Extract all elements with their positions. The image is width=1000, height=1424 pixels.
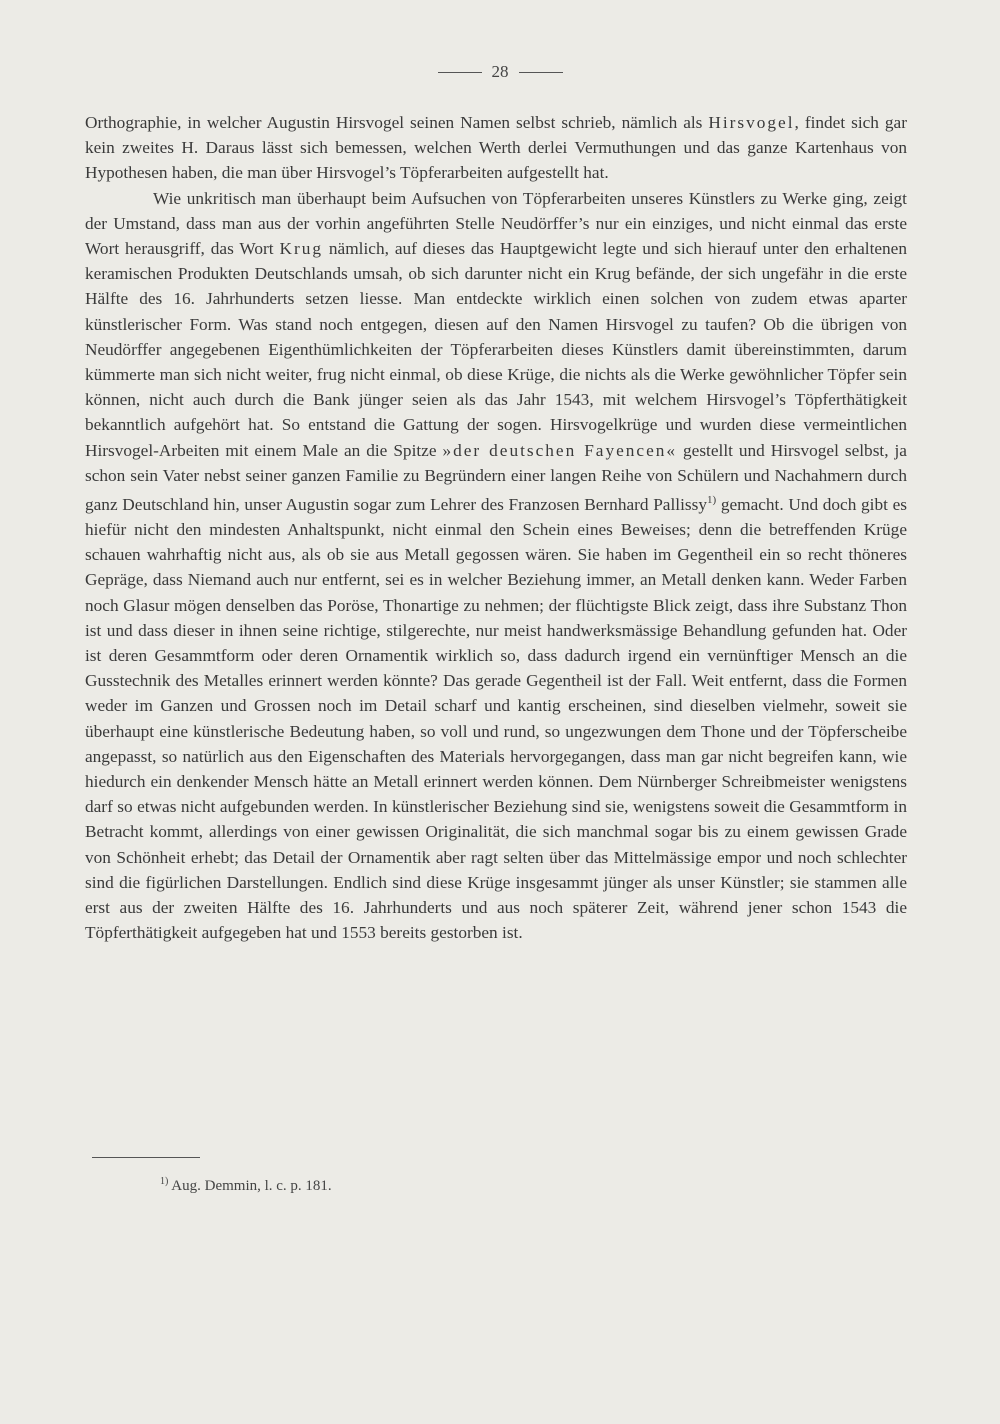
footnote — [160, 1176, 332, 1195]
body-text — [85, 110, 907, 945]
text-segment: , findet sich gar kein zweites H. Daraus lässt sich bemessen, welchen Werth derlei Vermuthungen und das ganze Kartenhaus von Hypothesen haben, die man über Hirsvogel’s Töpferarbeiten aufgestellt hat. — [85, 113, 907, 183]
text-segment: Wie unkritisch man überhaupt beim Aufsuchen von Töpferarbeiten unseres Künstlers zu Werke ging, zeigt der Umstand, dass man aus der vorhin angeführten Stelle Neudörffer’s nur ein einziges, und nicht einmal das erste Wort herausgriff, das Wort — [85, 188, 907, 259]
text-segment: nämlich, auf dieses das Hauptgewicht legte und sich hierauf unter den erhaltenen keramischen Produkten Deutschlands umsah, ob sich darunter nicht ein Krug befände, der sich ungefähr in die erste Hälfte des 16. Jahrhunderts setzen liesse. Man entdeckte wirklich einen solchen von zudem etwas aparter künstlerischer Form. Was stand noch entgegen, diesen auf den Namen Hirsvogel zu taufen? Ob die übrigen von Neudörffer angegebenen Eigenthümlichkeiten der Töpferarbeiten dieses Künstlers damit übereinstimmten, darum kümmerte man sich nicht weiter, frug nicht einmal, ob diese Krüge, die nichts als die Werke gewöhnlicher Töpfer sein können, nicht auch durch die Bank jünger seien als das Jahr 1543, mit welchem Hirsvogel’s Töpferthätigkeit bekanntlich aufgehört hat. So entstand die Gattung der sogen. Hirsvogelkrüge und wurden diese vermeintlichen Hirsvogel-Arbeiten mit einem Male an die Spitze — [85, 239, 907, 460]
header-rule-left — [438, 72, 482, 73]
footnote-reference: 1) — [706, 494, 717, 507]
spaced-emphasis: »der deutschen Fayencen« — [442, 440, 678, 460]
footnote-rule — [92, 1157, 200, 1158]
paragraph — [85, 110, 907, 186]
paragraph — [85, 186, 907, 946]
spaced-emphasis: Hirsvogel — [708, 113, 795, 132]
page-number: 28 — [491, 62, 509, 81]
header-rule-right — [519, 72, 563, 73]
text-segment: gemacht. Und doch gibt es hiefür nicht den mindesten Anhaltspunkt, nicht einmal den Schein eines Beweises; denn die betreffenden Krüge schauen wahrhaftig nicht aus, als ob sie aus Metall gegossen wären. Sie haben im Gegentheil ein so recht thöneres Gepräge, dass Niemand auch nur entfernt, sei es in welcher Beziehung immer, an Metall denken kann. Weder Farben noch Glasur mögen denselben das Poröse, Thonartige zu nehmen; der flüchtigste Blick zeigt, dass ihre Substanz Thon ist und dass dieser in ihnen seine richtige, stilgerechte, nur meist handwerksmässige Behandlung gefunden hat. Oder ist deren Gesammtform oder deren Ornamentik wirklich so, dass dadurch irgend ein vernünftiger Mensch an die Gusstechnik des Metalles erinnert werden könnte? Das gerade Gegentheil ist der Fall. Weit entfernt, dass die Formen weder im Ganzen und Grossen noch im Detail scharf und kantig erscheinen, sind dieselben vielmehr, soweit sie überhaupt eine künstlerische Bedeutung haben, so voll und rund, so ungezwungen dem Thone und der Töpferscheibe angepasst, so natürlich aus den Eigenschaften des Materials hervorgegangen, dass man gar nicht begreifen kann, wie hiedurch ein denkender Mensch hätte an Metall erinnert werden können. Dem Nürnberger Schreibmeister wenigstens darf so etwas nicht aufgebunden werden. In künstlerischer Beziehung sind sie, wenigstens soweit die Gesammtform in Betracht kommt, allerdings von einer gewissen Originalität, die sich manchmal sogar bis zu einem gewissen Grade von Schönheit erhebt; das Detail der Ornamentik aber ragt selten über das Mittelmässige empor und noch schlechter sind die figürlichen Darstellungen. Endlich sind diese Krüge insgesammt jünger als unser Künstler; sie stammen alle erst aus der zweiten Hälfte des 16. Jahrhunderts und aus noch späterer Zeit, während jener schon 1543 die Töpferthätigkeit aufgegeben hat und 1553 bereits gestorben ist. — [85, 494, 907, 943]
footnote-text: Aug. Demmin, l. c. p. 181. — [171, 1178, 332, 1194]
footnote-marker: 1) — [160, 1176, 169, 1187]
text-segment: gestellt und Hirsvogel selbst, ja schon sein Vater nebst seiner ganzen Familie zu Begründern einer langen Reihe von Schülern und Nachahmern durch ganz Deutschland hin, unser Augustin sogar zum Lehrer des Franzosen Bernhard Pallissy — [85, 440, 907, 514]
text-segment: Orthographie, in welcher Augustin Hirsvogel seinen Namen selbst schrieb, nämlich als — [85, 113, 709, 132]
page-header — [0, 62, 1000, 82]
spaced-emphasis: Krug — [279, 239, 323, 259]
